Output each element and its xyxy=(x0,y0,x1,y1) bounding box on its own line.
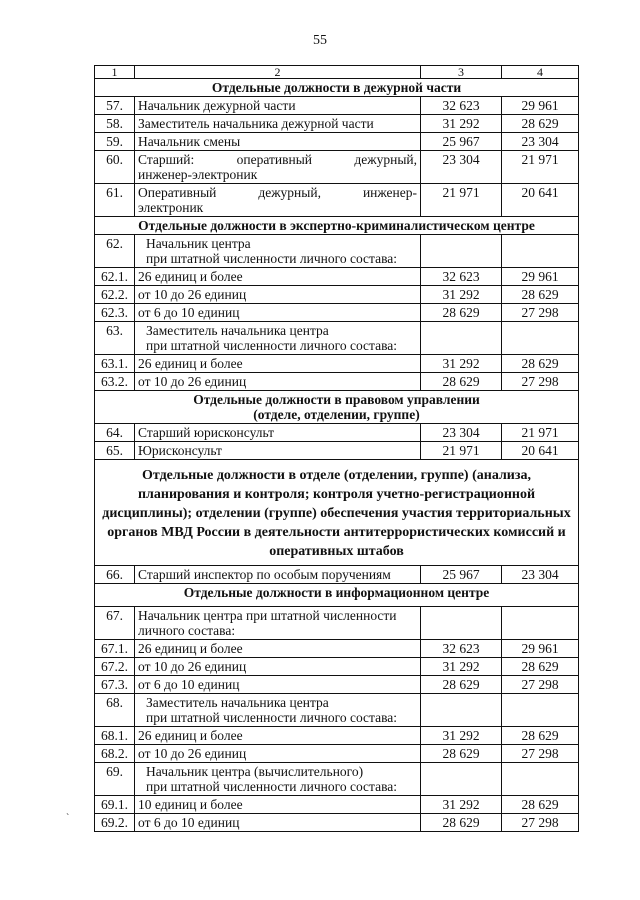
value-col3: 31 292 xyxy=(421,286,502,304)
value-col3: 31 292 xyxy=(421,796,502,814)
value-col4 xyxy=(502,235,579,268)
position-title xyxy=(135,607,421,640)
table-row xyxy=(95,235,579,268)
section-title: Отдельные должности в информационном центре xyxy=(95,584,579,607)
table-row xyxy=(95,286,579,304)
value-col3: 25 967 xyxy=(421,133,502,151)
section-title-line: Отдельные должности в правовом управлении xyxy=(193,392,480,407)
value-col3: 28 629 xyxy=(421,745,502,763)
value-col4: 28 629 xyxy=(502,355,579,373)
row-number: 63.2. xyxy=(95,373,135,391)
row-number: 67.2. xyxy=(95,658,135,676)
row-number: 59. xyxy=(95,133,135,151)
value-col4: 29 961 xyxy=(502,268,579,286)
title-line: инженер-электроник xyxy=(138,167,258,182)
position-title xyxy=(135,322,421,355)
value-col3: 28 629 xyxy=(421,304,502,322)
value-col3 xyxy=(421,235,502,268)
table-row xyxy=(95,442,579,460)
value-col3: 21 971 xyxy=(421,442,502,460)
value-col4 xyxy=(502,322,579,355)
row-number: 65. xyxy=(95,442,135,460)
table-row xyxy=(95,184,579,217)
section-title: Отдельные должности в экспертно-криминалистическом центре xyxy=(95,217,579,235)
header-cell: 3 xyxy=(421,66,502,79)
table-row xyxy=(95,745,579,763)
value-col4: 28 629 xyxy=(502,796,579,814)
position-title: 26 единиц и более xyxy=(135,355,421,373)
position-title: 26 единиц и более xyxy=(135,268,421,286)
title-line: при штатной численности личного состава: xyxy=(146,338,398,353)
row-number: 63. xyxy=(95,322,135,355)
value-col3 xyxy=(421,607,502,640)
position-title: Старший юрисконсульт xyxy=(135,424,421,442)
value-col4: 27 298 xyxy=(502,814,579,832)
row-number: 67. xyxy=(95,607,135,640)
position-title: от 10 до 26 единиц xyxy=(135,745,421,763)
title-line: Старший: оперативный дежурный, xyxy=(138,152,417,167)
value-col3: 25 967 xyxy=(421,566,502,584)
value-col4: 28 629 xyxy=(502,727,579,745)
value-col3 xyxy=(421,322,502,355)
title-line: Начальник центра при штатной численности xyxy=(138,608,397,623)
section-title: Отдельные должности в дежурной части xyxy=(95,79,579,97)
title-line: Начальник центра (вычислительного) xyxy=(146,764,364,779)
value-col3: 32 623 xyxy=(421,268,502,286)
row-number: 69.1. xyxy=(95,796,135,814)
header-cell: 4 xyxy=(502,66,579,79)
position-title: Начальник смены xyxy=(135,133,421,151)
value-col4: 29 961 xyxy=(502,640,579,658)
table-row xyxy=(95,658,579,676)
value-col4 xyxy=(502,763,579,796)
title-line: при штатной численности личного состава: xyxy=(146,710,398,725)
position-title: от 6 до 10 единиц xyxy=(135,676,421,694)
position-title: от 6 до 10 единиц xyxy=(135,304,421,322)
value-col4: 23 304 xyxy=(502,566,579,584)
value-col3: 31 292 xyxy=(421,115,502,133)
row-number: 58. xyxy=(95,115,135,133)
value-col4: 28 629 xyxy=(502,115,579,133)
value-col3: 23 304 xyxy=(421,424,502,442)
value-col3: 28 629 xyxy=(421,676,502,694)
section-title: Отдельные должности в отделе (отделении, группе) (анализа, планирования и контроля; контроля учетно-регистрационной дисциплины); отделении (группе) обеспечения участия территориальных органов МВД России в деятельности антитеррористических комиссий и оперативных штабов xyxy=(95,460,579,566)
section-title-line: (отделе, отделении, группе) xyxy=(253,407,420,422)
section-row xyxy=(95,217,579,235)
position-title xyxy=(135,151,421,184)
value-col4: 27 298 xyxy=(502,304,579,322)
value-col4: 27 298 xyxy=(502,373,579,391)
table-row xyxy=(95,268,579,286)
row-number: 69.2. xyxy=(95,814,135,832)
title-line: Заместитель начальника центра xyxy=(146,695,329,710)
position-title: Заместитель начальника дежурной части xyxy=(135,115,421,133)
row-number: 66. xyxy=(95,566,135,584)
value-col3: 21 971 xyxy=(421,184,502,217)
title-line: электроник xyxy=(138,200,204,215)
value-col4: 27 298 xyxy=(502,676,579,694)
title-line: Оперативный дежурный, инженер- xyxy=(138,185,417,200)
table-row xyxy=(95,676,579,694)
row-number: 69. xyxy=(95,763,135,796)
value-col4: 23 304 xyxy=(502,133,579,151)
table-row xyxy=(95,424,579,442)
title-line: личного состава: xyxy=(138,623,236,638)
title-line: Начальник центра xyxy=(146,236,251,251)
position-title xyxy=(135,694,421,727)
table-row xyxy=(95,304,579,322)
value-col4: 21 971 xyxy=(502,424,579,442)
position-title: от 10 до 26 единиц xyxy=(135,286,421,304)
position-title: Юрисконсульт xyxy=(135,442,421,460)
value-col4 xyxy=(502,607,579,640)
table-row xyxy=(95,322,579,355)
section-row xyxy=(95,391,579,424)
table-row xyxy=(95,133,579,151)
table-row xyxy=(95,373,579,391)
row-number: 57. xyxy=(95,97,135,115)
value-col4: 27 298 xyxy=(502,745,579,763)
table-row xyxy=(95,151,579,184)
salary-table xyxy=(94,65,579,832)
row-number: 63.1. xyxy=(95,355,135,373)
title-line: при штатной численности личного состава: xyxy=(146,251,398,266)
row-number: 60. xyxy=(95,151,135,184)
section-row xyxy=(95,460,579,566)
position-title: от 10 до 26 единиц xyxy=(135,658,421,676)
row-number: 68. xyxy=(95,694,135,727)
row-number: 62.1. xyxy=(95,268,135,286)
table-row xyxy=(95,796,579,814)
table-row xyxy=(95,355,579,373)
value-col3: 31 292 xyxy=(421,355,502,373)
value-col3: 23 304 xyxy=(421,151,502,184)
position-title: 26 единиц и более xyxy=(135,640,421,658)
scan-mark: ` xyxy=(66,813,70,824)
position-title: 10 единиц и более xyxy=(135,796,421,814)
table-row xyxy=(95,814,579,832)
header-cell: 1 xyxy=(95,66,135,79)
position-title: от 10 до 26 единиц xyxy=(135,373,421,391)
position-title: от 6 до 10 единиц xyxy=(135,814,421,832)
section-row xyxy=(95,79,579,97)
value-col3: 32 623 xyxy=(421,97,502,115)
value-col3 xyxy=(421,763,502,796)
table-row xyxy=(95,640,579,658)
value-col4: 20 641 xyxy=(502,184,579,217)
position-title xyxy=(135,184,421,217)
value-col4 xyxy=(502,694,579,727)
table-row xyxy=(95,566,579,584)
row-number: 68.2. xyxy=(95,745,135,763)
row-number: 62.3. xyxy=(95,304,135,322)
row-number: 61. xyxy=(95,184,135,217)
table-row xyxy=(95,694,579,727)
value-col3: 28 629 xyxy=(421,373,502,391)
row-number: 67.3. xyxy=(95,676,135,694)
position-title: Начальник дежурной части xyxy=(135,97,421,115)
table-row xyxy=(95,763,579,796)
value-col4: 21 971 xyxy=(502,151,579,184)
value-col4: 28 629 xyxy=(502,658,579,676)
table-header-row xyxy=(95,66,579,79)
value-col3: 28 629 xyxy=(421,814,502,832)
value-col3 xyxy=(421,694,502,727)
page-number: 55 xyxy=(313,33,327,48)
title-line: Заместитель начальника центра xyxy=(146,323,329,338)
section-title xyxy=(95,391,579,424)
table-row xyxy=(95,97,579,115)
position-title xyxy=(135,763,421,796)
table-row xyxy=(95,115,579,133)
position-title: 26 единиц и более xyxy=(135,727,421,745)
header-cell: 2 xyxy=(135,66,421,79)
value-col3: 31 292 xyxy=(421,727,502,745)
position-title: Старший инспектор по особым поручениям xyxy=(135,566,421,584)
table-row xyxy=(95,607,579,640)
title-line: при штатной численности личного состава: xyxy=(146,779,398,794)
row-number: 62. xyxy=(95,235,135,268)
value-col4: 28 629 xyxy=(502,286,579,304)
row-number: 67.1. xyxy=(95,640,135,658)
row-number: 62.2. xyxy=(95,286,135,304)
position-title xyxy=(135,235,421,268)
section-row xyxy=(95,584,579,607)
value-col3: 32 623 xyxy=(421,640,502,658)
value-col4: 29 961 xyxy=(502,97,579,115)
row-number: 68.1. xyxy=(95,727,135,745)
table-row xyxy=(95,727,579,745)
row-number: 64. xyxy=(95,424,135,442)
value-col4: 20 641 xyxy=(502,442,579,460)
value-col3: 31 292 xyxy=(421,658,502,676)
